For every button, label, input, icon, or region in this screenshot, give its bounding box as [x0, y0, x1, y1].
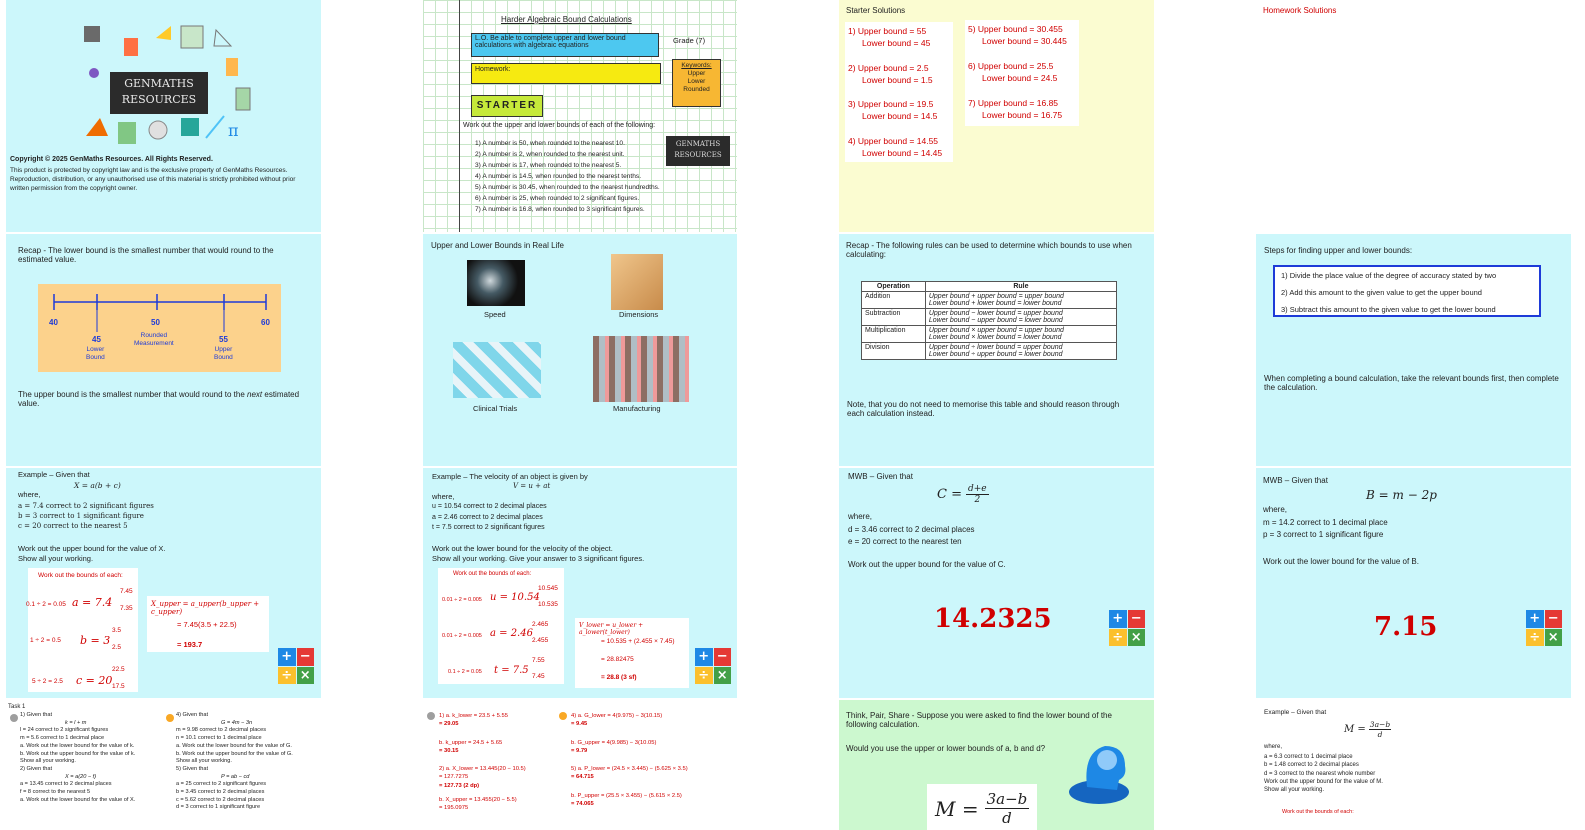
- condition: a = 2.46 correct to 2 decimal places: [432, 513, 543, 521]
- formula-lhs: C =: [937, 487, 962, 502]
- work-var: b = 3: [80, 634, 111, 647]
- starter-item: 5) A number is 30.45, when rounded to the nearest hundredths.: [475, 184, 660, 191]
- condition: c = 20 correct to the nearest 5: [18, 522, 128, 530]
- medal-icon: [10, 714, 18, 722]
- condition: t = 7.5 correct to 2 significant figures: [432, 524, 545, 531]
- nl-sub-55: Upper Bound: [214, 346, 233, 361]
- th-operation: Operation: [862, 282, 926, 292]
- answer-line: = 28.82475: [601, 656, 634, 663]
- slide-homework-solutions[interactable]: [1256, 0, 1571, 232]
- where-label: where,: [848, 512, 873, 521]
- mwb-heading: MWB – Given that: [848, 472, 913, 481]
- condition: e = 20 correct to the nearest ten: [848, 537, 962, 546]
- rules-note: Note, that you do not need to memorise this table and should reason through each calculation instead.: [847, 400, 1120, 418]
- slide-cover[interactable]: [6, 0, 321, 232]
- slide-example-x[interactable]: [6, 468, 321, 698]
- medal-icon: [427, 712, 435, 720]
- formula-numerator: 3a−b: [1369, 720, 1391, 729]
- solution-item: 1) Upper bound = 55 Lower bound = 45: [848, 26, 931, 48]
- real-life-label: Dimensions: [619, 310, 659, 319]
- work-lower: 2.455: [532, 637, 549, 644]
- nl-sub-50: Rounded Measurement: [134, 332, 174, 347]
- slide-starter-solutions[interactable]: [839, 0, 1154, 232]
- example-task: Work out the lower bound for the velocity of the object.: [432, 544, 613, 553]
- work-title: Work out the bounds of each:: [1282, 809, 1354, 815]
- keywords-title: Keywords:: [681, 62, 712, 69]
- starter-item: 2) A number is 2, when rounded to the nearest unit.: [475, 151, 625, 158]
- grade-label: Grade (7): [673, 36, 706, 45]
- speed-photo: [467, 260, 525, 306]
- conditions: [432, 502, 547, 534]
- recap-text: Recap - The lower bound is the smallest number that would round to the estimated value.: [18, 246, 274, 264]
- formula-numerator: d+e: [967, 484, 987, 494]
- formula-denominator: d: [1377, 730, 1383, 739]
- logo-line1: GENMATHS: [124, 77, 194, 90]
- work-calc: 5 ÷ 2 = 2.5: [32, 678, 63, 685]
- starter-item: 6) A number is 25, when rounded to 2 significant figures.: [475, 195, 640, 202]
- homework-box: Homework:: [471, 63, 661, 84]
- example-formula: [1344, 720, 1391, 739]
- work-calc: 0.1 ÷ 2 = 0.05: [448, 669, 482, 675]
- where-label: where,: [1263, 505, 1288, 514]
- bounds-work-box: [28, 568, 138, 692]
- starter-banner: STARTER: [471, 95, 543, 117]
- work-title: Work out the bounds of each:: [453, 571, 532, 577]
- task-questions-left: 1) Given that k = l + m l = 24 correct to 2 significant figures m = 5.6 correct to 1 decimal place a. Work out the lower bound for the value of k. b. Work out the upper bound for the value of k. Show all your working. 2) Given that X = a(20 − f) a = 13.45 correct to 2 decimal places f = 8 correct to the nearest 5 a. Work out the lower bound for the value of X.: [20, 712, 136, 803]
- small-logo-line1: GENMATHS: [675, 140, 721, 148]
- real-life-label: Clinical Trials: [473, 404, 518, 413]
- work-upper: 10.545: [538, 585, 558, 592]
- solutions-right-box: [965, 20, 1079, 126]
- work-lower: 7.45: [532, 673, 545, 680]
- mwb-formula: B = m − 2p: [1366, 488, 1437, 502]
- work-lower: 2.5: [112, 644, 122, 651]
- slide-steps[interactable]: [1256, 234, 1571, 466]
- table-row: Addition Upper bound + upper bound = upper bound Lower bound + lower bound = lower bound: [862, 292, 1117, 309]
- learning-objective: L.O. Be able to complete upper and lower bound calculations with algebraic equations: [471, 33, 659, 57]
- table-row: Subtraction Upper bound − lower bound = upper bound Lower bound − upper bound = lower bound: [862, 309, 1117, 326]
- formula-lhs: M =: [1344, 724, 1366, 735]
- steps-note: When completing a bound calculation, take the relevant bounds first, then complete the calculation.: [1264, 374, 1559, 392]
- operations-icon: + − ÷ ×: [1526, 610, 1562, 646]
- starter-item: 7) A number is 16.8, when rounded to 3 significant figures.: [475, 206, 645, 213]
- nl-label-50: 50: [151, 318, 160, 327]
- work-lower: 10.535: [538, 601, 558, 608]
- conditions: [18, 501, 154, 531]
- step-item: 3) Subtract this amount to the given value to get the lower bound: [1281, 305, 1496, 314]
- starter-instruction: Work out the upper and lower bounds of each of the following:: [463, 122, 656, 129]
- rules-recap: Recap - The following rules can be used to determine which bounds to use when calculating:: [846, 241, 1132, 259]
- answer-line: V_lower = u_lower + a_lower(t_lower): [579, 622, 644, 636]
- slide-task-1[interactable]: [6, 700, 321, 830]
- condition: b = 3 correct to 1 significant figure: [18, 512, 144, 520]
- tps-formula: [935, 790, 1029, 827]
- work-lower: 7.35: [120, 605, 133, 612]
- solution-item: 7) Upper bound = 16.85 Lower bound = 16.75: [968, 98, 1063, 120]
- solution-item: 2) Upper bound = 2.5 Lower bound = 1.5: [848, 63, 933, 85]
- answer-line: = 7.45(3.5 + 22.5): [177, 620, 237, 629]
- bounds-work-box: [438, 568, 564, 684]
- step-item: 2) Add this amount to the given value to get the upper bound: [1281, 288, 1482, 297]
- steps-title: Steps for finding upper and lower bounds:: [1264, 246, 1413, 255]
- work-title: Work out the bounds of each:: [38, 572, 123, 579]
- condition: d = 3 correct to the nearest whole number: [1264, 770, 1376, 777]
- work-upper: 7.45: [120, 588, 133, 595]
- condition: d = 3.46 correct to 2 decimal places: [848, 525, 975, 534]
- example-formula: X = a(b + c): [74, 481, 121, 490]
- medal-icon: [559, 712, 567, 720]
- work-upper: 7.55: [532, 657, 545, 664]
- nl-label-55: 55: [219, 335, 228, 344]
- condition: a = 7.4 correct to 2 significant figures: [18, 502, 154, 510]
- homework-solutions-title: Homework Solutions: [1263, 6, 1337, 15]
- example-formula: V = u + at: [513, 482, 551, 490]
- conditions: [1263, 517, 1388, 541]
- work-var: a = 2.46: [490, 628, 533, 639]
- mwb-answer: 7.15: [1374, 612, 1438, 642]
- dimensions-photo: [611, 254, 663, 310]
- condition: p = 3 correct to 1 significant figure: [1263, 530, 1384, 539]
- rules-table: [861, 281, 1117, 360]
- slide-example-velocity[interactable]: [423, 468, 737, 698]
- slide-real-life[interactable]: [423, 234, 737, 466]
- task-label: Task 1: [8, 704, 26, 710]
- work-calc: 0.01 ÷ 2 = 0.005: [442, 633, 482, 639]
- table-row: Division Upper bound ÷ lower bound = upper bound Lower bound ÷ upper bound = lower bound: [862, 343, 1117, 360]
- real-life-title: Upper and Lower Bounds in Real Life: [431, 241, 564, 250]
- formula-lhs: M =: [935, 796, 979, 821]
- keywords-box: [672, 59, 721, 107]
- logo-box: [110, 72, 208, 114]
- manufacturing-photo: [593, 336, 689, 402]
- clinical-trials-photo: [453, 342, 541, 398]
- answer-line: = 193.7: [177, 640, 203, 649]
- slide-rules-table[interactable]: [839, 234, 1154, 466]
- small-logo-line2: RESOURCES: [674, 151, 722, 159]
- nl-sub-45: Lower Bound: [86, 346, 105, 361]
- where-label: where,: [432, 492, 455, 501]
- tps-question: Would you use the upper or lower bounds of a, b and d?: [846, 744, 1046, 753]
- starter-item: 3) A number is 17, when rounded to the nearest 5.: [475, 162, 622, 169]
- answer-box: [147, 596, 269, 652]
- svg-text:π: π: [228, 121, 239, 140]
- where-label: where,: [1264, 744, 1283, 750]
- mwb-heading: MWB – Given that: [1263, 476, 1328, 485]
- condition: b = 1.48 correct to 2 decimal places: [1264, 762, 1359, 769]
- condition: Show all your working.: [1264, 787, 1325, 794]
- answer-box: [575, 618, 689, 688]
- mwb-task: Work out the lower bound for the value of B.: [1263, 557, 1419, 566]
- brain-head-icon: [1067, 732, 1137, 812]
- answer-line: = 28.8 (3 sf): [601, 674, 637, 681]
- work-upper: 3.5: [112, 627, 122, 634]
- slide-title-starter[interactable]: [423, 0, 737, 232]
- example-show: Show all your working.: [18, 554, 94, 563]
- conditions: [848, 524, 975, 548]
- starter-item: 4) A number is 14.5, when rounded to the nearest tenths.: [475, 173, 642, 180]
- work-calc: 0.1 ÷ 2 = 0.05: [26, 601, 66, 608]
- solution-item: 4) Upper bound = 14.55 Lower bound = 14.45: [848, 136, 943, 158]
- real-life-label: Speed: [484, 310, 506, 319]
- example-heading: Example – Given that: [1264, 709, 1327, 716]
- slide-task-answers[interactable]: [423, 700, 737, 830]
- work-var: c = 20: [76, 674, 113, 687]
- formula-numerator: 3a−b: [986, 790, 1028, 808]
- work-var: t = 7.5: [494, 665, 529, 676]
- lesson-title: Harder Algebraic Bound Calculations: [501, 15, 632, 24]
- upper-bound-note: The upper bound is the smallest number that would round to the next estimated value.: [18, 390, 300, 408]
- operations-icon: + − ÷ ×: [695, 648, 731, 684]
- work-calc: 1 ÷ 2 = 0.5: [30, 637, 61, 644]
- nl-label-60: 60: [261, 318, 270, 327]
- solutions-left-box: [845, 22, 953, 162]
- starter-item: 1) A number is 50, when rounded to the nearest 10.: [475, 140, 625, 147]
- logo-line2: RESOURCES: [121, 93, 197, 106]
- work-var: a = 7.4: [72, 596, 113, 609]
- nl-label-45: 45: [92, 335, 101, 344]
- work-upper: 22.5: [112, 666, 125, 673]
- example-show: Show all your working. Give your answer to 3 significant figures.: [432, 554, 645, 563]
- starter-list: [475, 138, 660, 215]
- work-lower: 17.5: [112, 683, 125, 690]
- mwb-formula: [937, 484, 989, 505]
- answer-line: X_upper = a_upper(b_upper + c_upper): [151, 600, 260, 616]
- where-label: where,: [18, 490, 41, 499]
- copyright-body: This product is protected by copyright law and is the exclusive property of GenMaths Resources. Reproduction, distribution, or any unauthorised use of this material is strictly prohibited without prior written permission from the copyright owner.: [10, 167, 296, 192]
- steps-box: [1273, 265, 1541, 317]
- slide-example-m[interactable]: [1256, 700, 1571, 830]
- th-rule: Rule: [925, 282, 1116, 292]
- example-task: Work out the upper bound for the value of X.: [18, 544, 166, 553]
- example-heading: Example – Given that: [18, 470, 90, 479]
- condition: a = 6.3 correct to 1 decimal place: [1264, 754, 1353, 760]
- condition: Work out the upper bound for the value of M.: [1264, 778, 1383, 785]
- step-item: 1) Divide the place value of the degree of accuracy stated by two: [1281, 271, 1497, 280]
- starter-solutions-title: Starter Solutions: [846, 6, 906, 15]
- solution-item: 3) Upper bound = 19.5 Lower bound = 14.5: [848, 99, 938, 121]
- solution-item: 5) Upper bound = 30.455 Lower bound = 30.445: [968, 24, 1067, 46]
- conditions: [1264, 753, 1383, 794]
- keywords-list: Upper Lower Rounded: [683, 70, 710, 93]
- table-row: Multiplication Upper bound × upper bound = upper bound Lower bound × lower bound = lower bound: [862, 326, 1117, 343]
- condition: m = 14.2 correct to 1 decimal place: [1263, 518, 1388, 527]
- number-line: [38, 284, 281, 372]
- slide-think-pair-share[interactable]: [839, 700, 1154, 830]
- answer-line: = 10.535 + (2.455 × 7.45): [601, 638, 675, 645]
- task-questions-right: 4) Given that G = 4m − 3n m = 9.98 correct to 2 decimal places n = 10.1 correct to 1 decimal place a. Work out the lower bound for the value of G. b. Work out the upper bound for the value of G. Show all your working. 5) Given that P = ab − cd a = 25 correct to 2 significant figures b = 3.45 correct to 2 decimal places c = 5.62 correct to 2 decimal places d = 3 correct to 1 significant figure: [176, 712, 293, 811]
- slide-recap-number-line[interactable]: [6, 234, 321, 466]
- small-logo: [666, 136, 730, 166]
- nl-label-40: 40: [49, 318, 58, 327]
- work-var: u = 10.54: [490, 592, 540, 603]
- operations-icon: + − ÷ ×: [1109, 610, 1145, 646]
- copyright-title: Copyright © 2025 GenMaths Resources. All Rights Reserved.: [10, 156, 213, 163]
- slide-mwb-b[interactable]: [1256, 468, 1571, 698]
- slide-mwb-c[interactable]: [839, 468, 1154, 698]
- condition: u = 10.54 correct to 2 decimal places: [432, 503, 547, 510]
- operations-icon: + − ÷ ×: [278, 648, 314, 684]
- work-calc: 0.01 ÷ 2 = 0.005: [442, 597, 482, 603]
- tps-text: Think, Pair, Share - Suppose you were asked to find the lower bound of the following calculation.: [846, 711, 1112, 729]
- answers-right: 4) a. G_lower = 4(9.975) − 3(10.15) = 9.45 b. G_upper = 4(9.985) − 3(10.05) = 9.79 5) a. P_lower = (24.5 × 3.445) − (5.625 × 3.5) = 64.715 b. P_upper = (25.5 × 3.455) − (5.615 × 2.5) = 74.065: [571, 713, 688, 808]
- real-life-label: Manufacturing: [613, 404, 661, 413]
- mwb-answer: 14.2325: [934, 604, 1052, 634]
- solution-item: 6) Upper bound = 25.5 Lower bound = 24.5: [968, 61, 1058, 83]
- answers-left: 1) a. k_lower = 23.5 + 5.55 = 29.05 b. k_upper = 24.5 + 5.65 = 30.15 2) a. X_lower = 13.445(20 − 10.5) = 127.7275 = 127.73 (2 dp) b. X_upper = 13.455(20 − 5.5) = 195.0975: [439, 713, 526, 812]
- formula-denominator: d: [1002, 809, 1012, 827]
- formula-denominator: 2: [974, 495, 981, 505]
- example-heading: Example – The velocity of an object is given by: [432, 472, 588, 481]
- mwb-task: Work out the upper bound for the value of C.: [848, 560, 1006, 569]
- work-upper: 2.465: [532, 621, 549, 628]
- medal-icon: [166, 714, 174, 722]
